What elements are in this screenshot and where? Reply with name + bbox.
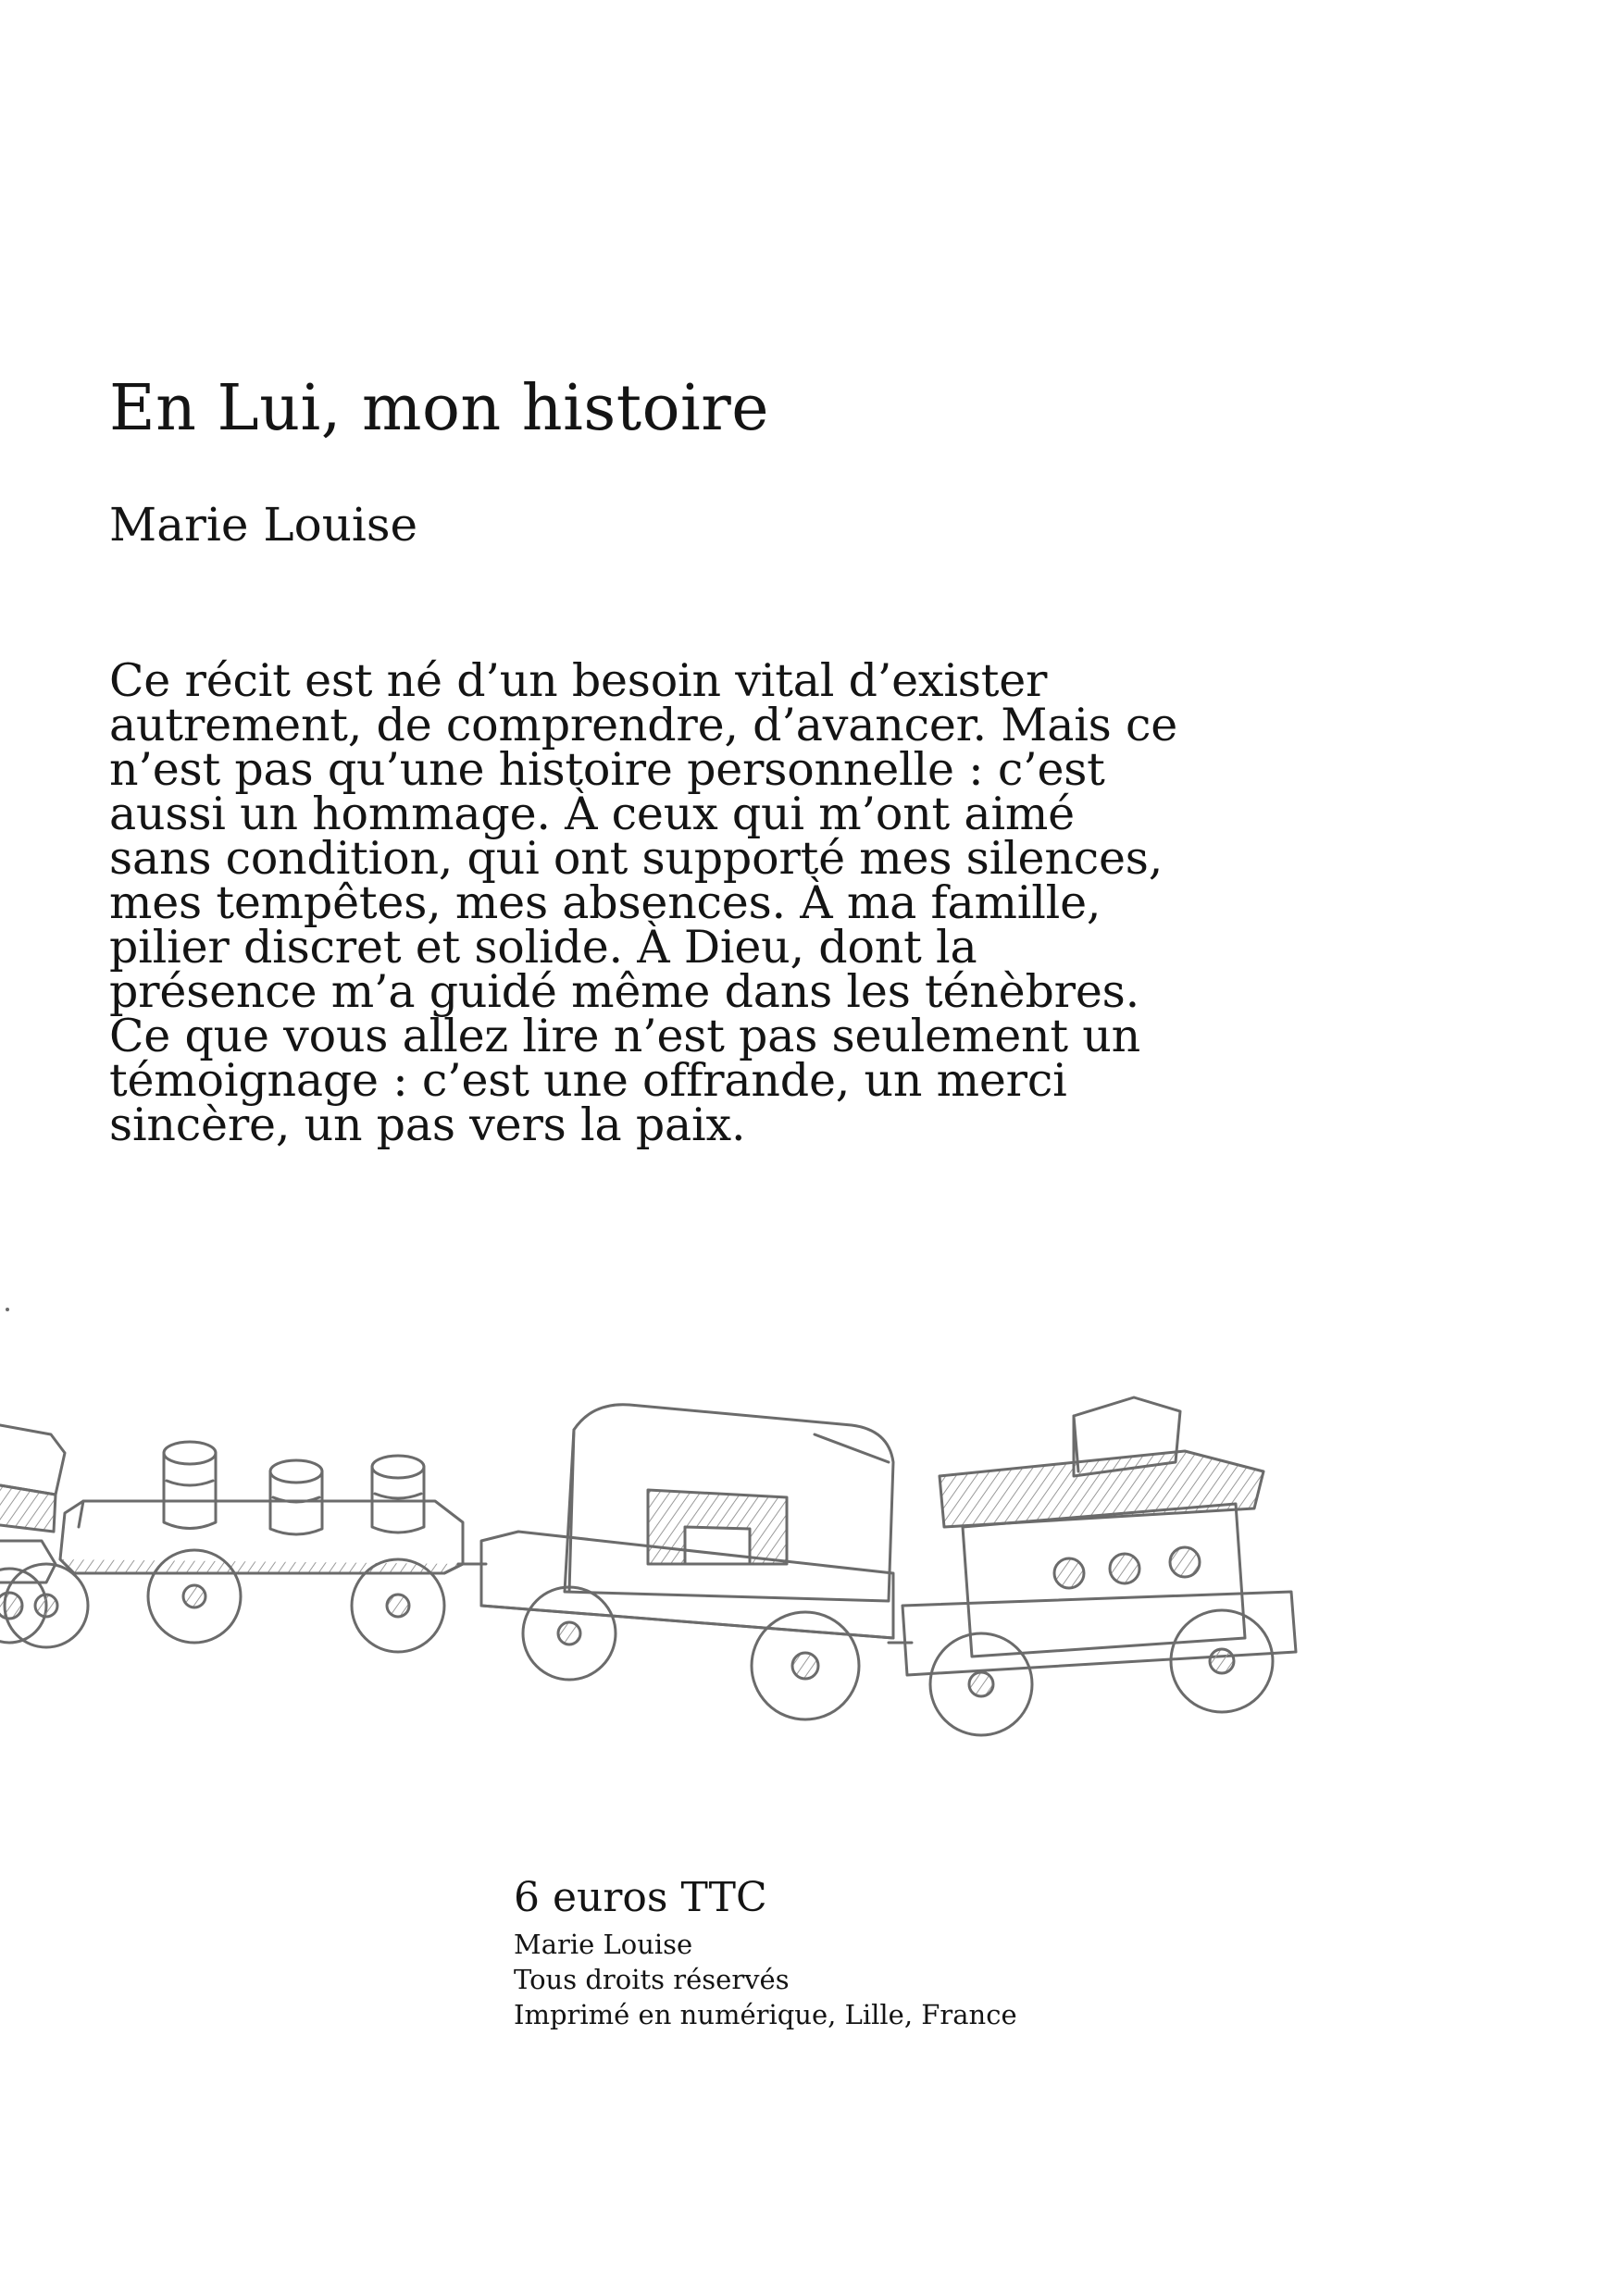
toy-train-sketch-icon <box>0 1286 1314 1805</box>
blurb-line: Ce que vous allez lire n’est pas seulement un <box>109 1010 1140 1062</box>
blurb-line: aussi un hommage. À ceux qui m’ont aimé <box>109 788 1075 840</box>
back-cover-blurb <box>109 654 1248 1151</box>
printing-notice: Imprimé en numérique, Lille, France <box>514 1998 1017 2030</box>
colophon-author: Marie Louise <box>514 1928 693 1960</box>
book-title: En Lui, mon histoire <box>109 372 770 445</box>
blurb-line: n’est pas qu’une histoire personnelle : c’est <box>109 743 1105 796</box>
caboose-sketch <box>902 1397 1296 1735</box>
blurb-line: sincère, un pas vers la paix. <box>109 1098 746 1151</box>
blurb-line: témoignage : c’est une offrande, un merci <box>109 1054 1067 1107</box>
price: 6 euros TTC <box>514 1874 767 1921</box>
book-author: Marie Louise <box>109 498 418 552</box>
flatcar-sketch <box>5 1442 463 1652</box>
blurb-line: mes tempêtes, mes absences. À ma famille, <box>109 876 1101 929</box>
blurb-line: présence m’a guidé même dans les ténèbres. <box>109 965 1139 1018</box>
blurb-line: Ce récit est né d’un besoin vital d’exister <box>109 654 1048 707</box>
blurb-line: pilier discret et solide. À Dieu, dont la <box>109 921 977 974</box>
blurb-line: sans condition, qui ont supporté mes silences, <box>109 832 1164 885</box>
boxcar-sketch <box>481 1405 893 1719</box>
blurb-line: autrement, de comprendre, d’avancer. Mais ce <box>109 699 1178 751</box>
colophon <box>514 1874 1017 2032</box>
rights-notice: Tous droits réservés <box>514 1963 790 1995</box>
